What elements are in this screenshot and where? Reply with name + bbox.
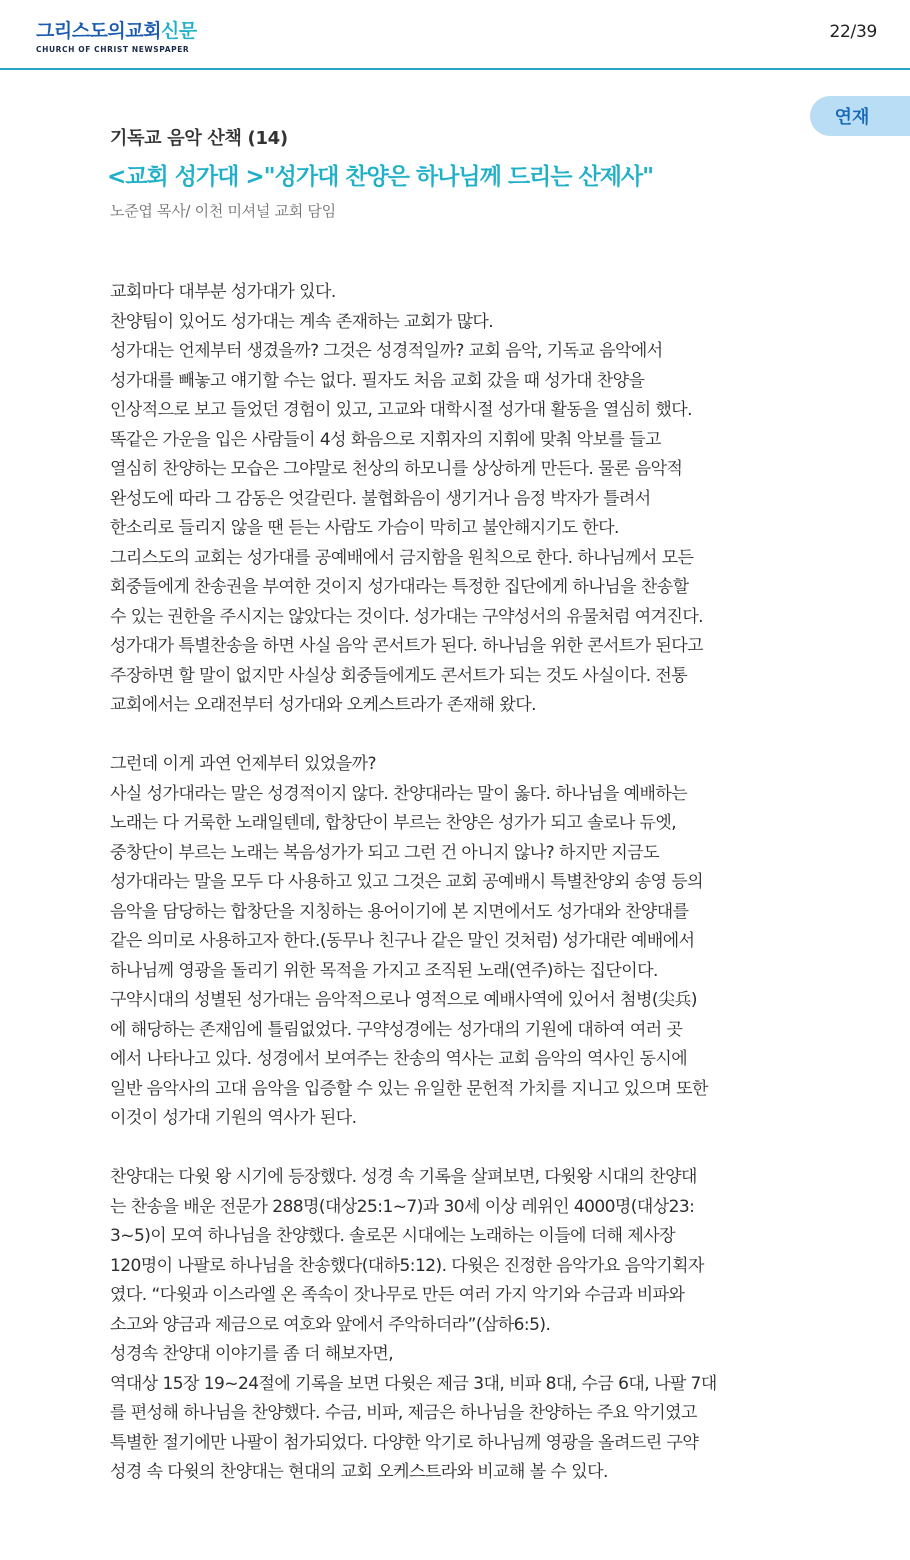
- body-text-line: 같은 의미로 사용하고자 한다.(동무나 친구나 같은 말인 것처럼) 성가대란 예배에서: [110, 931, 695, 951]
- body-text-line: 수 있는 권한을 주시지는 않았다는 것이다. 성가대는 구약성서의 유물처럼 여겨진다.: [110, 606, 704, 627]
- body-text-line: 였다. “다윗과 이스라엘 온 족속이 잣나무로 만든 여러 가지 악기와 수금과 비파와: [110, 1285, 685, 1305]
- body-text-line: 인상적으로 보고 들었던 경험이 있고, 고교와 대학시절 성가대 활동을 열심히 했다.: [110, 400, 693, 420]
- body-text-line: 성가대가 특별찬송을 하면 사실 음악 콘서트가 된다. 하나님을 위한 콘서트가 된다고: [110, 636, 704, 656]
- body-text-line: 소고와 양금과 제금으로 여호와 앞에서 주악하더라”(삼하6:5).: [110, 1314, 551, 1335]
- body-text-line: 노래는 다 거룩한 노래일텐데, 합창단이 부르는 찬양은 성가가 되고 솔로나 듀엣,: [110, 813, 677, 833]
- body-text-line: 하나님께 영광을 돌리기 위한 목적을 가지고 조직된 노래(연주)하는 집단이다.: [110, 960, 658, 981]
- body-text-line: 똑같은 가운을 입은 사람들이 4성 화음으로 지휘자의 지휘에 맞춰 악보를 들고: [110, 429, 661, 450]
- body-text-line: 한소리로 들리지 않을 땐 듣는 사람도 가슴이 막히고 불안해지기도 한다.: [110, 518, 619, 538]
- body-text-line: 성가대라는 말을 모두 다 사용하고 있고 그것은 교회 공예배시 특별찬양외 송영 등의: [110, 872, 704, 892]
- body-text-line: 에 해당하는 존재임에 틀림없었다. 구약성경에는 성가대의 기원에 대하여 여러 곳: [110, 1019, 683, 1040]
- body-text-line: 성가대를 빼놓고 얘기할 수는 없다. 필자도 처음 교회 갔을 때 성가대 찬양을: [110, 370, 645, 391]
- body-text-line: 그리스도의 교회는 성가대를 공예배에서 금지함을 원칙으로 한다. 하나님께서 모든: [110, 547, 694, 568]
- body-text-line: 성가대는 언제부터 생겼을까? 그것은 성경적일까? 교회 음악, 기독교 음악에서: [110, 341, 663, 361]
- body-text-line: 주장하면 할 말이 없지만 사실상 회중들에게도 콘서트가 되는 것도 사실이다. 전통: [110, 665, 688, 686]
- body-text-line: 구약시대의 성별된 성가대는 음악적으로나 영적으로 예배사역에 있어서 첨병(尖兵): [110, 990, 697, 1010]
- body-text-line: 음악을 담당하는 합창단을 지칭하는 용어이기에 본 지면에서도 성가대와 찬양대를: [110, 901, 689, 922]
- body-text-line: 성경 속 다윗의 찬양대는 현대의 교회 오케스트라와 비교해 볼 수 있다.: [110, 1462, 608, 1482]
- page-header: [0, 0, 910, 70]
- body-text-line: 완성도에 따라 그 감동은 엇갈린다. 불협화음이 생기거나 음정 박자가 틀려서: [110, 488, 651, 509]
- logo-title-prefix: 그리스도의교회: [36, 20, 161, 42]
- body-text-line: 중창단이 부르는 노래는 복음성가가 되고 그런 건 아니지 않나? 하지만 지금도: [110, 842, 660, 863]
- body-text-line: 120명이 나팔로 하나님을 찬송했다(대하5:12). 다윗은 진정한 음악가요 음악기획자: [110, 1255, 704, 1276]
- body-text-line: 를 편성해 하나님을 찬양했다. 수금, 비파, 제금은 하나님을 찬양하는 주요 악기였고: [110, 1403, 697, 1423]
- body-text-line: 에서 나타나고 있다. 성경에서 보여주는 찬송의 역사는 교회 음악의 역사인 동시에: [110, 1049, 688, 1069]
- body-text-line: 는 찬송을 배운 전문가 288명(대상25:1~7)과 30세 이상 레위인 4000명(대상23:: [110, 1196, 695, 1217]
- article-body: [110, 278, 822, 1488]
- paragraph-gap: [110, 721, 822, 751]
- page-number: 22/39: [829, 22, 877, 42]
- body-text-line: 성경속 찬양대 이야기를 좀 더 해보자면,: [110, 1344, 394, 1364]
- body-text-line: 특별한 절기에만 나팔이 첨가되었다. 다양한 악기로 하나님께 영광을 올려드린 구약: [110, 1432, 699, 1453]
- paragraph-gap: [110, 1134, 822, 1164]
- body-text-line: 찬양팀이 있어도 성가대는 계속 존재하는 교회가 많다.: [110, 311, 494, 332]
- body-text-line: 이것이 성가대 기원의 역사가 된다.: [110, 1108, 357, 1128]
- body-text-line: 찬양대는 다윗 왕 시기에 등장했다. 성경 속 기록을 살펴보면, 다윗왕 시대의 찬양대: [110, 1167, 697, 1187]
- body-text-line: 사실 성가대라는 말은 성경적이지 않다. 찬양대라는 말이 옳다. 하나님을 예배하는: [110, 783, 688, 804]
- logo-title-accent: 신문: [160, 20, 197, 42]
- article-byline: 노준엽 목사/ 이천 미셔널 교회 담임: [110, 202, 336, 220]
- body-text-line: 교회마다 대부분 성가대가 있다.: [110, 282, 336, 302]
- logo-subtitle: CHURCH OF CHRIST NEWSPAPER: [36, 45, 190, 54]
- newspaper-logo[interactable]: [36, 20, 197, 54]
- body-text-line: 3~5)이 모여 하나님을 찬양했다. 솔로몬 시대에는 노래하는 이들에 더해 제사장: [110, 1226, 676, 1246]
- section-tab[interactable]: 연재: [810, 96, 910, 136]
- body-text-line: 열심히 찬양하는 모습은 그야말로 천상의 하모니를 상상하게 만든다. 물론 음악적: [110, 459, 683, 479]
- article-headline: <교회 성가대 >"성가대 찬양은 하나님께 드리는 산제사": [107, 164, 654, 190]
- body-text-line: 교회에서는 오래전부터 성가대와 오케스트라가 존재해 왔다.: [110, 695, 536, 715]
- logo-title: [36, 20, 197, 42]
- series-title: 기독교 음악 산책 (14): [110, 128, 288, 149]
- body-text-line: 회중들에게 찬송권을 부여한 것이지 성가대라는 특정한 집단에게 하나님을 찬송할: [110, 577, 689, 597]
- body-text-line: 그런데 이게 과연 언제부터 있었을까?: [110, 754, 376, 774]
- body-text-line: 일반 음악사의 고대 음악을 입증할 수 있는 유일한 문헌적 가치를 지니고 있으며 또한: [110, 1078, 708, 1099]
- body-text-line: 역대상 15장 19~24절에 기록을 보면 다윗은 제금 3대, 비파 8대, 수금 6대, 나팔 7대: [110, 1373, 717, 1394]
